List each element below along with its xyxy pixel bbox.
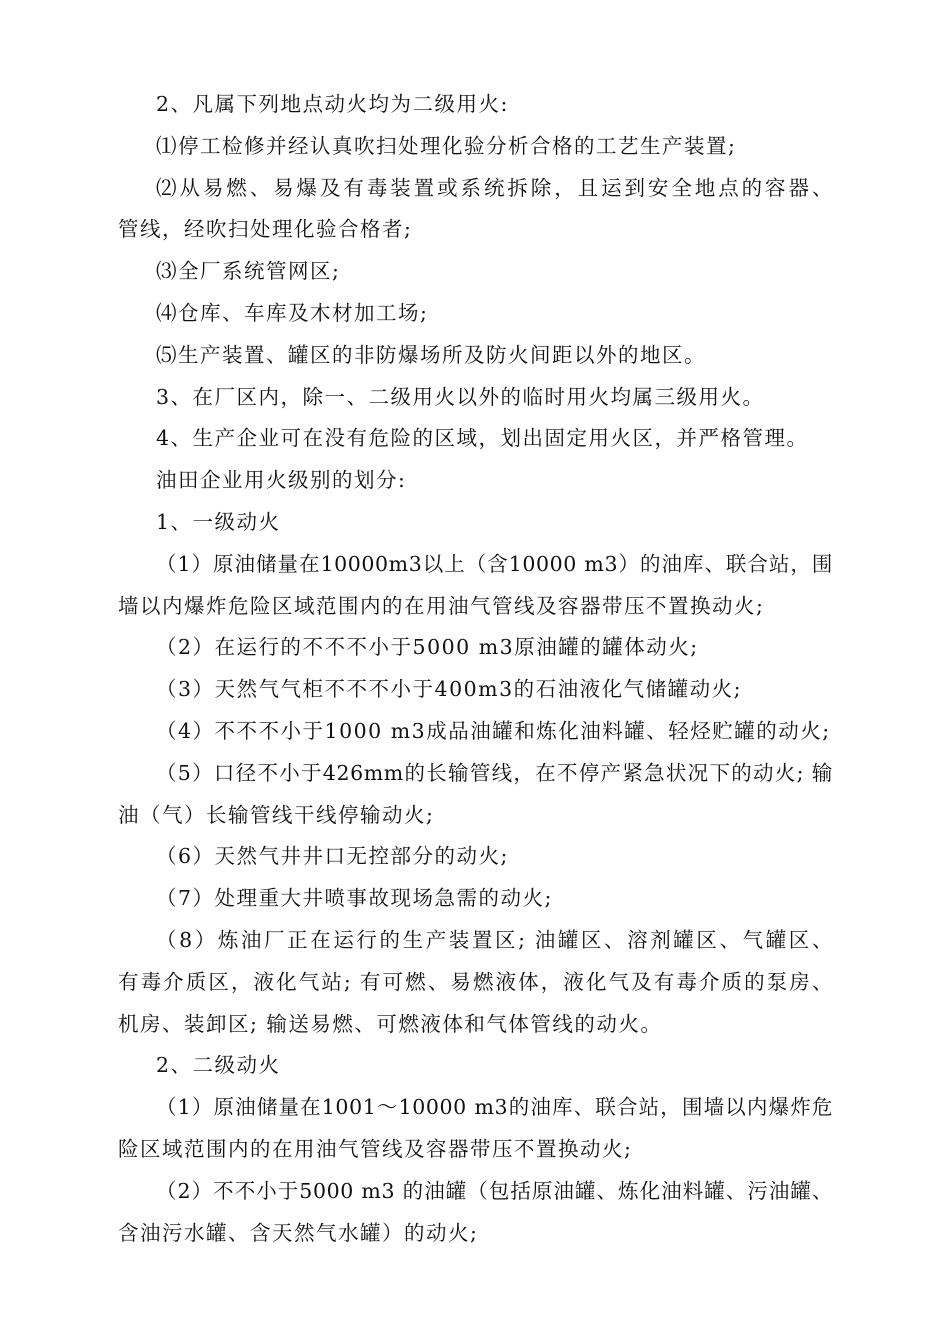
paragraph-line: （6）天然气井井口无控部分的动火; bbox=[156, 844, 509, 869]
paragraph-line: 4、生产企业可在没有危险的区域，划出固定用火区，并严格管理。 bbox=[156, 426, 809, 451]
paragraph-line: 机房、装卸区; 输送易燃、可燃液体和气体管线的动火。 bbox=[118, 1011, 663, 1036]
paragraph-line: （2）在运行的不不不小于5000 m3原油罐的罐体动火; bbox=[156, 635, 699, 660]
paragraph-line: 3、在厂区内，除一、二级用火以外的临时用火均属三级用火。 bbox=[156, 384, 765, 409]
section-heading: 1、一级动火 bbox=[156, 509, 281, 534]
paragraph-line: （8）炼油厂正在运行的生产装置区; 油罐区、溶剂罐区、气罐区、 bbox=[156, 927, 833, 952]
section-heading: 2、二级动火 bbox=[156, 1053, 281, 1078]
paragraph-line: （3）天然气气柜不不不小于400m3的石油液化气储罐动火; bbox=[156, 677, 743, 702]
paragraph-line: ⑸生产装置、罐区的非防爆场所及防火间距以外的地区。 bbox=[156, 342, 706, 367]
paragraph-line: 险区域范围内的在用油气管线及容器带压不置换动火; bbox=[118, 1136, 633, 1161]
paragraph-line: （1）原油储量在1001～10000 m3的油库、联合站，围墙以内爆炸危 bbox=[156, 1095, 833, 1120]
paragraph-line: （1）原油储量在10000m3以上（含10000 m3）的油库、联合站，围 bbox=[156, 551, 833, 576]
paragraph-line: ⑵从易燃、易爆及有毒装置或系统拆除，且运到安全地点的容器、 bbox=[156, 175, 833, 200]
paragraph-line: （4）不不不小于1000 m3成品油罐和炼化油料罐、轻烃贮罐的动火; bbox=[156, 718, 831, 743]
paragraph-line: 有毒介质区，液化气站; 有可燃、易燃液体，液化气及有毒介质的泵房、 bbox=[118, 969, 833, 994]
paragraph-line: 含油污水罐、含天然气水罐）的动火; bbox=[118, 1220, 479, 1245]
paragraph-line: ⑴停工检修并经认真吹扫处理化验分析合格的工艺生产装置; bbox=[156, 133, 737, 158]
document-body bbox=[118, 84, 833, 1254]
paragraph-line: 2、凡属下列地点动火均为二级用火: bbox=[156, 92, 509, 116]
paragraph-line: ⑷仓库、车库及木材加工场; bbox=[156, 300, 429, 325]
paragraph-line: 油（气）长输管线干线停输动火; bbox=[118, 802, 435, 827]
paragraph-line: ⑶全厂系统管网区; bbox=[156, 259, 341, 284]
paragraph-line: 墙以内爆炸危险区域范围内的在用油气管线及容器带压不置换动火; bbox=[118, 593, 765, 618]
paragraph-line: （2）不不小于5000 m3 的油罐（包括原油罐、炼化油料罐、污油罐、 bbox=[156, 1178, 833, 1203]
paragraph-line: （5）口径不小于426mm的长输管线，在不停产紧急状况下的动火; 输 bbox=[156, 760, 833, 785]
paragraph-line: （7）处理重大井喷事故现场急需的动火; bbox=[156, 886, 553, 911]
section-heading: 油田企业用火级别的划分: bbox=[156, 468, 407, 493]
paragraph-line: 管线，经吹扫处理化验合格者; bbox=[118, 217, 413, 242]
